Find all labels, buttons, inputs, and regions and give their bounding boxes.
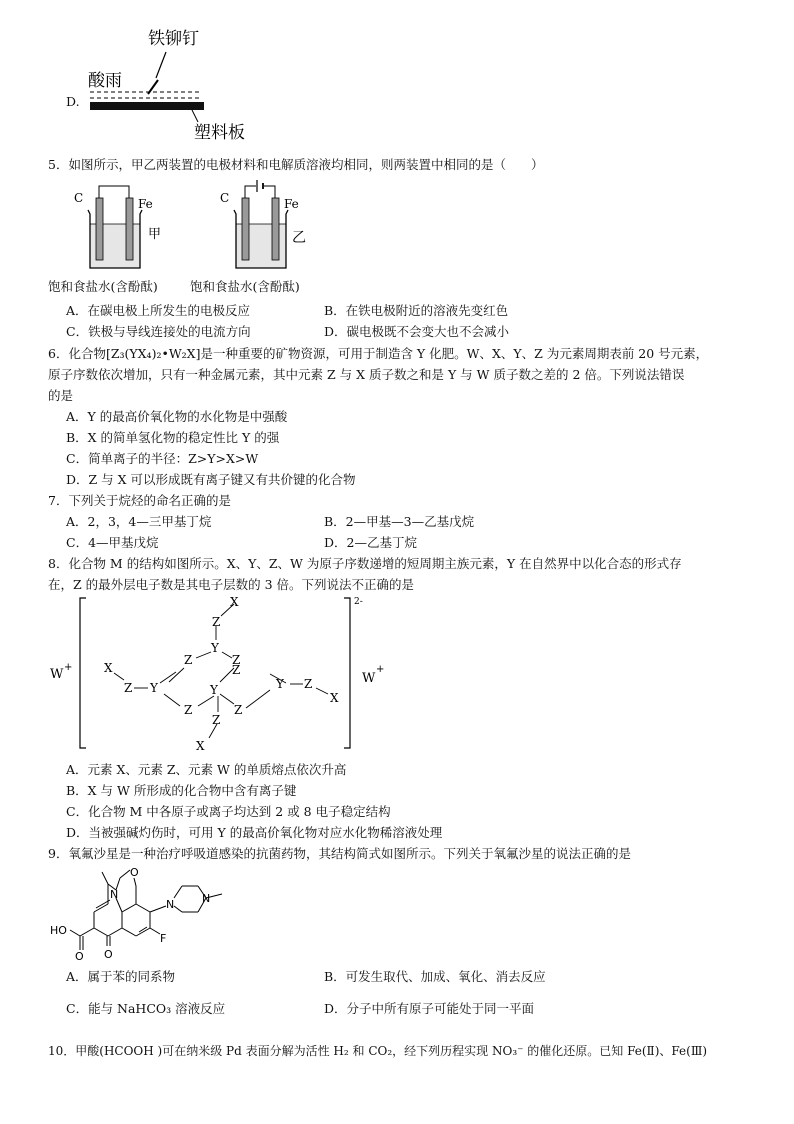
right-electrode-label: Fe [284, 197, 299, 211]
cation-right: W [362, 671, 376, 686]
q7-option-b[interactable]: B．2—甲基—3—乙基戊烷 [324, 514, 475, 529]
q5-option-a[interactable]: A．在碳电极上所发生的电极反应 [66, 303, 251, 318]
bonds [114, 604, 328, 738]
q5-option-c[interactable]: C．铁极与导线连接处的电流方向 [66, 324, 251, 339]
q9-option-d[interactable]: D．分子中所有原子可能处于同一平面 [324, 1001, 535, 1016]
q5-device-yi-caption: 饱和食盐水(含酚酞) [190, 279, 300, 294]
q4-option-d-letter: D. [66, 94, 80, 109]
carbon-electrode [242, 198, 249, 260]
q8-option-d[interactable]: D．当被强碱灼伤时，可用 Y 的最高价氧化物对应水化物稀溶液处理 [66, 825, 443, 840]
device-name: 甲 [148, 227, 162, 242]
skeleton-bonds [70, 870, 222, 950]
q9-option-b[interactable]: B．可发生取代、加成、氧化、消去反应 [324, 969, 546, 984]
q8-option-b[interactable]: B．X 与 W 所形成的化合物中含有离子键 [66, 783, 297, 798]
q5-stem: 5．如图所示，甲乙两装置的电极材料和电解质溶液均相同，则两装置中相同的是（ ） [48, 157, 544, 172]
label-acid-rain: 酸雨 [88, 71, 122, 91]
q9-stem: 9．氧氟沙星是一种治疗呼吸道感染的抗菌药物，其结构简式如图所示。下列关于氧氟沙星的说法正确的是 [48, 846, 631, 861]
atom-z: Z [212, 615, 221, 629]
q5-device-yi [212, 180, 312, 274]
atom-y: Y [276, 677, 284, 691]
atom-z: Z [124, 681, 133, 695]
atom-z: Z [234, 703, 243, 717]
q9-option-c[interactable]: C．能与 NaHCO₃ 溶液反应 [66, 1001, 226, 1016]
q4-option-d-figure [84, 22, 264, 147]
atom-z: Z [184, 653, 193, 667]
iron-electrode [126, 198, 133, 260]
label-plastic-board: 塑料板 [194, 123, 245, 143]
q6-option-a[interactable]: A．Y 的最高价氧化物的水化物是中强酸 [66, 409, 288, 424]
atom-z: Z [304, 677, 313, 691]
q6-stem-line-1: 6．化合物[Z₃(YX₄)₂•W₂X]是一种重要的矿物资源，可用于制造含 Y 化肥。W、X、Y、Z 为元素周期表前 20 号元素， [48, 346, 709, 361]
atom-z: Z [212, 713, 221, 727]
device-name: 乙 [292, 230, 306, 246]
q8-option-c[interactable]: C．化合物 M 中各原子或离子均达到 2 或 8 电子稳定结构 [66, 804, 391, 819]
atom-f: F [160, 932, 167, 945]
q6-option-c[interactable]: C．简单离子的半径：Z>Y>X>W [66, 451, 259, 466]
atom-ho: HO [50, 924, 67, 937]
bracket-left [80, 598, 86, 748]
cation-right-charge: + [376, 664, 385, 675]
atom-z: Z [232, 653, 241, 667]
plastic-board [90, 102, 204, 110]
atom-x: X [330, 691, 339, 705]
q10-stem: 10．甲酸(HCOOH )可在纳米级 Pd 表面分解为活性 H₂ 和 CO₂，经下列历程实现 NO₃⁻ 的催化还原。已知 Fe(Ⅱ)、Fe(Ⅲ) [48, 1044, 708, 1058]
atom-n: N [202, 892, 211, 905]
label-iron-rivet: 铁铆钉 [148, 29, 199, 49]
wire [99, 186, 129, 204]
right-electrode-label: Fe [138, 197, 153, 211]
iron-electrode [272, 198, 279, 260]
q5-option-b[interactable]: B．在铁电极附近的溶液先变红色 [324, 303, 509, 318]
atom-z: Z [184, 703, 193, 717]
bracket-right [344, 598, 350, 748]
atom-z: Z [232, 663, 241, 677]
q9-ofloxacin-structure [48, 864, 248, 962]
q7-option-d[interactable]: D．2—乙基丁烷 [324, 535, 417, 550]
cation-left: W [50, 667, 64, 682]
carbon-electrode [96, 198, 103, 260]
q5-device-jia-caption: 饱和食盐水(含酚酞) [48, 279, 158, 294]
atom-x: X [104, 661, 113, 675]
atom-x: X [230, 595, 239, 609]
q8-option-a[interactable]: A．元素 X、元素 Z、元素 W 的单质熔点依次升高 [66, 762, 347, 777]
board-leader [192, 110, 198, 122]
q5-device-jia [66, 180, 166, 274]
q6-option-d[interactable]: D．Z 与 X 可以形成既有离子键又有共价键的化合物 [66, 472, 356, 487]
atom-y: Y [210, 683, 218, 697]
q8-stem-line-1: 8．化合物 M 的结构如图所示。X、Y、Z、W 为原子序数递增的短周期主族元素，Y 在自然界中以化合态的形式存 [48, 556, 682, 571]
q7-option-c[interactable]: C．4—甲基戊烷 [66, 535, 159, 550]
q6-stem-line-2: 原子序数依次增加，只有一种金属元素，其中元素 Z 与 X 质子数之和是 Y 与 W 质子数之差的 2 倍。下列说法错误 [48, 367, 685, 382]
cation-left-charge: + [64, 662, 73, 673]
q9-option-a[interactable]: A．属于苯的同系物 [66, 969, 176, 984]
q5-option-d[interactable]: D．碳电极既不会变大也不会减小 [324, 324, 510, 339]
atom-n: N [166, 898, 175, 911]
rivet-leader [156, 52, 166, 78]
q7-option-a[interactable]: A．2，3，4—三甲基丁烷 [66, 514, 212, 529]
atom-o: O [130, 866, 139, 879]
q6-stem-line-3: 的是 [48, 388, 74, 403]
atom-x: X [196, 739, 205, 753]
atom-y: Y [150, 681, 158, 695]
q8-structure-diagram [44, 590, 424, 756]
left-electrode-label: C [220, 191, 230, 205]
atom-n: N [110, 888, 119, 901]
atom-labels [104, 595, 339, 753]
atom-o: O [75, 950, 84, 962]
atom-o: O [104, 948, 113, 961]
q8-stem-line-2: 在，Z 的最外层电子数是其电子层数的 3 倍。下列说法不正确的是 [48, 577, 415, 592]
q7-stem: 7．下列关于烷烃的命名正确的是 [48, 493, 231, 508]
anion-charge: 2- [354, 597, 363, 607]
q6-option-b[interactable]: B．X 的简单氢化物的稳定性比 Y 的强 [66, 430, 280, 445]
atom-y: Y [211, 641, 219, 655]
left-electrode-label: C [74, 191, 84, 205]
